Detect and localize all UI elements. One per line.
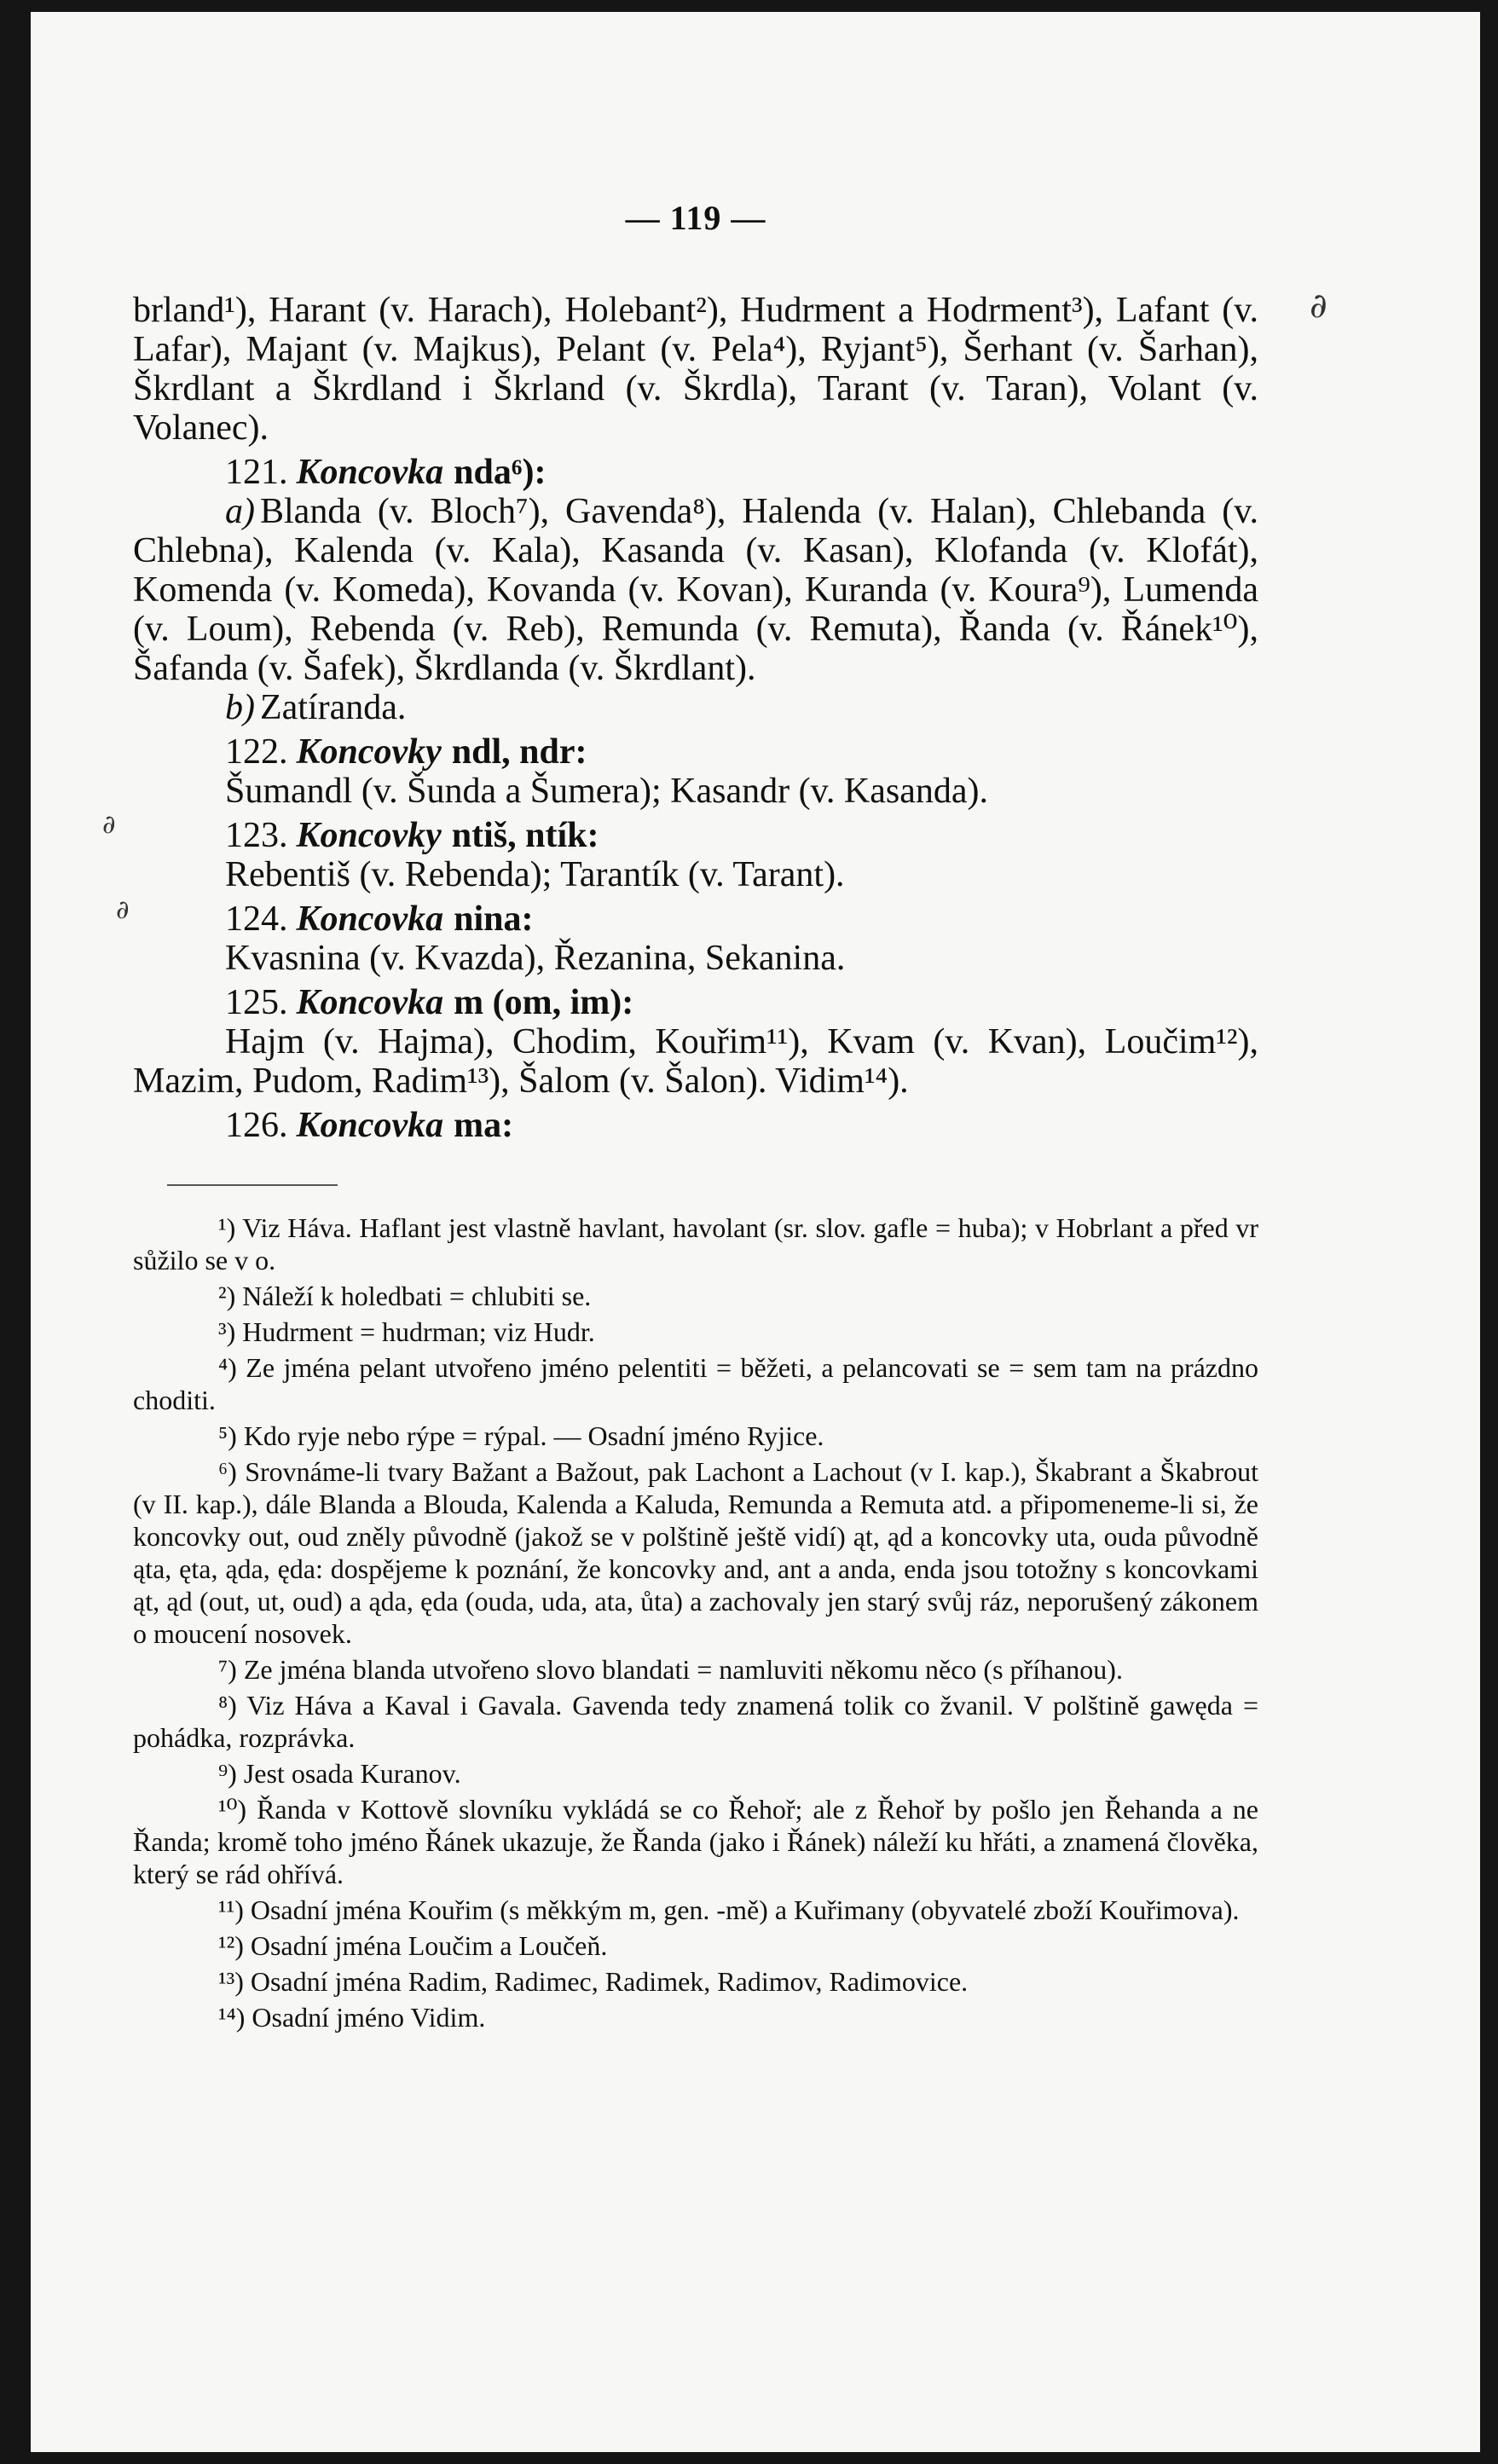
section-number: 123. [225, 816, 288, 855]
main-text [133, 291, 1258, 1145]
footnote: ⁴) Ze jména pelant utvořeno jméno pelentiti = běžeti, a pelancovati se = sem tam na prázdno choditi. [133, 1352, 1258, 1415]
section-125-text: Hajm (v. Hajma), Chodim, Kouřim¹¹), Kvam (v. Kvan), Loučim¹²), Mazim, Pudom, Radim¹³), Šalom (v. Šalon). Vidim¹⁴). [133, 1022, 1258, 1101]
margin-mark: ∂ [102, 810, 116, 840]
footnote: ¹⁰) Řanda v Kottově slovníku vykládá se co Řehoř; ale z Řehoř by pošlo jen Řehanda a ne Řanda; kromě toho jméno Řánek ukazuje, že Řanda (jako i Řánek) náleží ku hřáti, a znamená člověka, který se rád ohřívá. [133, 1794, 1258, 1889]
section-ending: ma: [454, 1106, 514, 1145]
section-number: 125. [225, 983, 288, 1022]
section-122-text: Šumandl (v. Šunda a Šumera); Kasandr (v. Kasanda). [225, 772, 988, 811]
section-124-text: Kvasnina (v. Kvazda), Řezanina, Sekanina. [225, 939, 846, 978]
section-label: Koncovka [296, 453, 444, 492]
section-ending: ntiš, ntík: [451, 816, 599, 855]
section-123-text: Rebentiš (v. Rebenda); Tarantík (v. Tarant). [225, 855, 845, 894]
footnote: ¹²) Osadní jména Loučim a Loučeň. [218, 1930, 608, 1961]
section-121-a [133, 492, 1258, 688]
section-121-b [133, 688, 1258, 727]
section-ending: ndl, ndr: [451, 732, 587, 772]
footnote: ⁵) Kdo ryje nebo rýpe = rýpal. — Osadní jméno Ryjice. [218, 1420, 824, 1451]
section-label: Koncovka [296, 899, 444, 939]
footnote: ⁷) Ze jména blanda utvořeno slovo blandati = namluviti někomu něco (s příhanou). [218, 1654, 1123, 1685]
section-number: 126. [225, 1106, 288, 1145]
footnotes [133, 1212, 1258, 2033]
paragraph: brland¹), Harant (v. Harach), Holebant²), Hudrment a Hodrment³), Lafant (v. Lafar), Majant (v. Majkus), Pelant (v. Pela⁴), Ryjant⁵), Šerhant (v. Šarhan), Škrdlant a Škrdland i Škrland (v. Škrdla), Tarant (v. Taran), Volant (v. Volanec). [133, 291, 1258, 448]
subsection-label: b) [225, 688, 255, 727]
section-label: Koncovka [296, 1106, 444, 1145]
section-ending: nina: [454, 899, 534, 939]
footnote: ⁹) Jest osada Kuranov. [218, 1758, 461, 1789]
section-label: Koncovky [296, 732, 442, 772]
section-heading-124 [133, 899, 1258, 939]
section-ending: nda⁶): [454, 453, 547, 492]
section-heading-121 [133, 453, 1258, 492]
section-heading-125 [133, 983, 1258, 1022]
section-label: Koncovka [296, 983, 444, 1022]
section-number: 121. [225, 453, 288, 492]
page-content [133, 198, 1258, 2037]
subsection-label: a) [225, 492, 255, 531]
footnote: ¹¹) Osadní jména Kouřim (s měkkým m, gen. -mě) a Kuřimany (obyvatelé zboží Kouřimova). [218, 1894, 1240, 1925]
page-number: — 119 — [625, 199, 766, 237]
section-ending: m (om, im): [454, 983, 634, 1022]
footnote: ¹⁴) Osadní jméno Vidim. [218, 2002, 486, 2033]
footnote: ⁶) Srovnáme-li tvary Bažant a Bažout, pak Lachont a Lachout (v I. kap.), Škabrant a Škabrout (v II. kap.), dále Blanda a Blouda, Kalenda a Kaluda, Remunda a Remuta atd. a připomeneme-li si, že koncovky out, oud zněly původně (jakož se v polštině ještě vidí) ąt, ąd a koncovky uta, ouda původně ąta, ęta, ąda, ęda: dospějeme k poznání, že koncovky and, ant a anda, enda jsou totožny s koncovkami ąt, ąd (out, ut, oud) a ąda, ęda (ouda, uda, ata, ůta) a zachovaly jen starý svůj ráz, neporušený zákonem o moucení nosovek. [133, 1456, 1258, 1649]
section-heading-126 [133, 1106, 1258, 1145]
footnote: ¹) Viz Háva. Haflant jest vlastně havlant, havolant (sr. slov. gafle = huba); v Hobrlant a před vr sůžilo se v o. [133, 1212, 1258, 1275]
footnote: ³) Hudrment = hudrman; viz Hudr. [218, 1316, 595, 1347]
section-heading-123 [133, 816, 1258, 855]
document-page [31, 12, 1480, 2452]
footnote: ²) Náleží k holedbati = chlubiti se. [218, 1281, 592, 1311]
footnote-divider [167, 1184, 338, 1186]
section-label: Koncovky [296, 816, 442, 855]
section-heading-122 [133, 732, 1258, 772]
footnote: ⁸) Viz Háva a Kaval i Gavala. Gavenda tedy znamená tolik co žvanil. V polštině gawęda = pohádka, rozprávka. [133, 1690, 1258, 1753]
section-number: 124. [225, 899, 288, 939]
margin-mark: ∂ [116, 895, 130, 925]
footnote: ¹³) Osadní jména Radim, Radimec, Radimek, Radimov, Radimovice. [218, 1966, 969, 1997]
subsection-text: Blanda (v. Bloch⁷), Gavenda⁸), Halenda (v. Halan), Chlebanda (v. Chlebna), Kalenda (v. Kala), Kasanda (v. Kasan), Klofanda (v. Klofát), Komenda (v. Komeda), Kovanda (v. Kovan), Kuranda (v. Koura⁹), Lumenda (v. Loum), Rebenda (v. Reb), Remunda (v. Remuta), Řanda (v. Řánek¹⁰), Šafanda (v. Šafek), Škrdlanda (v. Škrdlant). [133, 492, 1258, 688]
section-number: 122. [225, 732, 288, 772]
subsection-text: Zatíranda. [260, 688, 407, 727]
margin-mark: ∂ [1310, 286, 1327, 326]
